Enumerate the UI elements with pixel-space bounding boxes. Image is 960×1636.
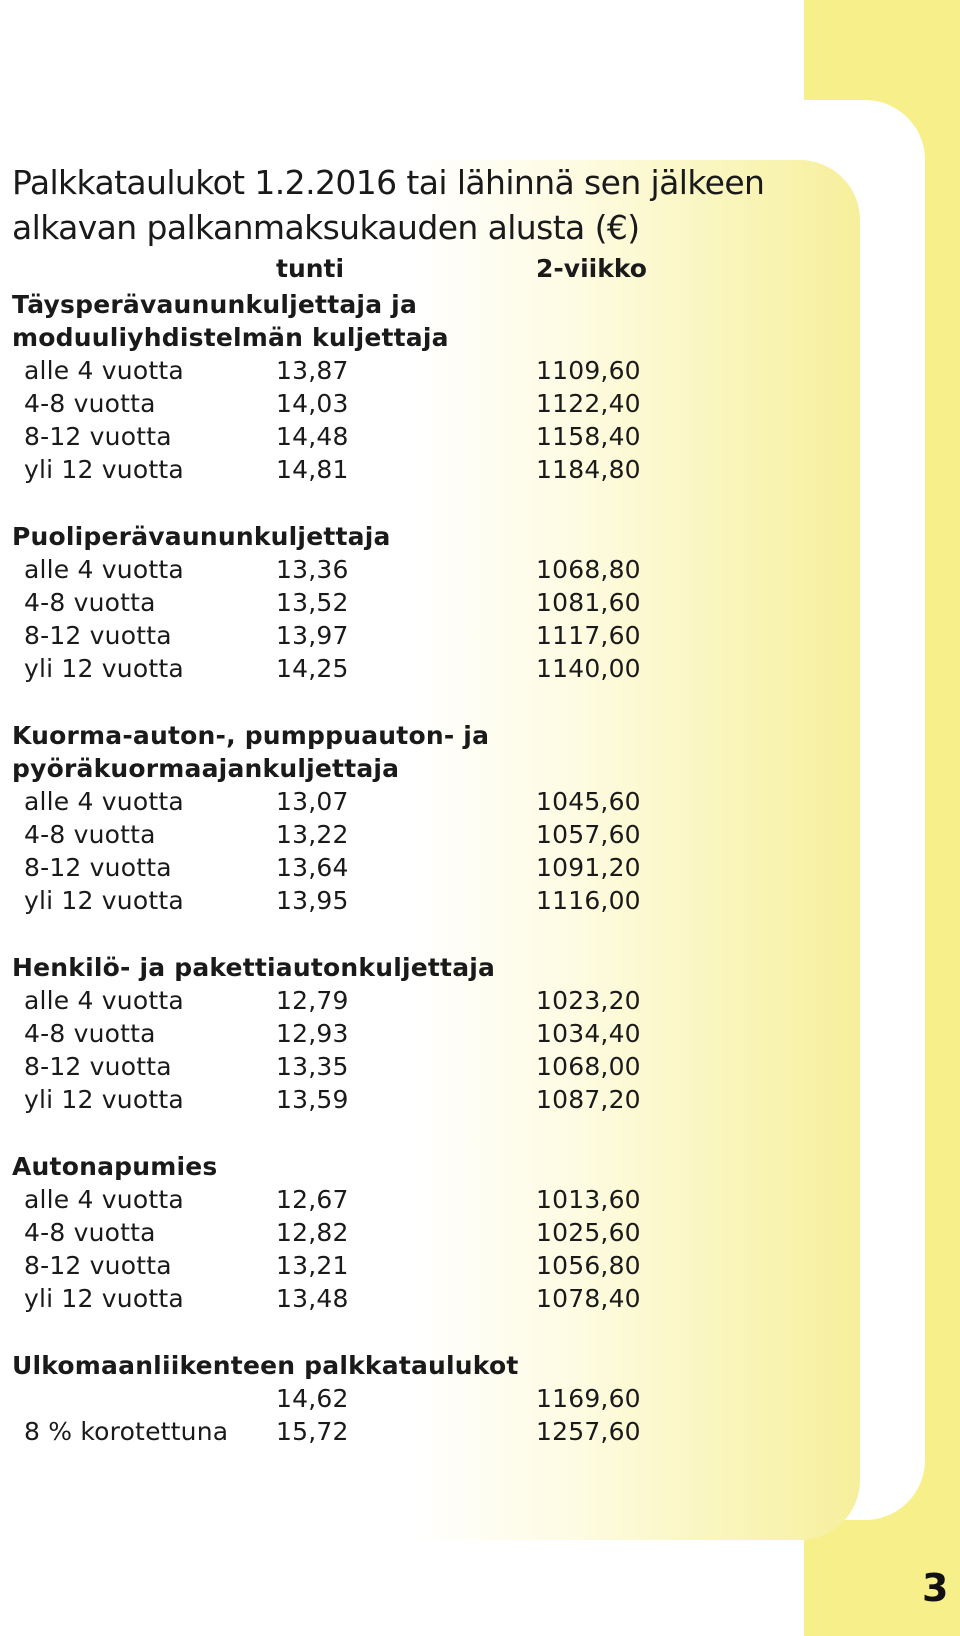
table-row [12,619,812,652]
row-label: 4-8 vuotta [24,588,156,617]
section-title [12,288,812,354]
section-title-line: Kuorma-auton-, pumppuauton- ja [12,721,490,750]
table-row [12,1050,812,1083]
row-hour-value: 12,82 [276,1218,349,1247]
row-hour-value: 14,62 [276,1384,349,1413]
page-title-line-2: alkavan palkanmaksukauden alusta (€) [12,208,640,247]
section-title-line: Puoliperävaununkuljettaja [12,522,391,551]
row-hour-value: 13,52 [276,588,349,617]
page-number: 3 [922,1566,949,1610]
salary-section [12,520,812,685]
section-title [12,1150,812,1183]
salary-section [12,1349,812,1448]
salary-section [12,1150,812,1315]
row-biweek-value: 1056,80 [536,1251,641,1280]
row-hour-value: 13,97 [276,621,349,650]
row-label: alle 4 vuotta [24,986,184,1015]
section-title-line: Autonapumies [12,1152,218,1181]
table-row [12,652,812,685]
page-title-line-1: Palkkataulukot 1.2.2016 tai lähinnä sen jälkeen [12,163,765,202]
section-title [12,1349,812,1382]
row-hour-value: 14,03 [276,389,349,418]
row-label: 8-12 vuotta [24,621,172,650]
table-row [12,785,812,818]
row-biweek-value: 1184,80 [536,455,641,484]
row-biweek-value: 1034,40 [536,1019,641,1048]
row-label: 4-8 vuotta [24,1218,156,1247]
row-biweek-value: 1068,80 [536,555,641,584]
row-biweek-value: 1117,60 [536,621,641,650]
row-hour-value: 13,59 [276,1085,349,1114]
row-hour-value: 15,72 [276,1417,349,1446]
row-label: yli 12 vuotta [24,455,184,484]
row-label: alle 4 vuotta [24,356,184,385]
table-row [12,387,812,420]
table-row [12,1216,812,1249]
row-label: alle 4 vuotta [24,555,184,584]
row-label: 4-8 vuotta [24,389,156,418]
row-biweek-value: 1169,60 [536,1384,641,1413]
row-label: alle 4 vuotta [24,787,184,816]
column-header-hour: tunti [276,254,345,283]
row-hour-value: 14,81 [276,455,349,484]
table-row [12,1282,812,1315]
row-label: alle 4 vuotta [24,1185,184,1214]
row-hour-value: 12,67 [276,1185,349,1214]
row-biweek-value: 1140,00 [536,654,641,683]
page-title [12,160,812,250]
row-biweek-value: 1087,20 [536,1085,641,1114]
row-biweek-value: 1078,40 [536,1284,641,1313]
row-biweek-value: 1068,00 [536,1052,641,1081]
row-hour-value: 13,95 [276,886,349,915]
salary-section [12,719,812,917]
section-title-line: Täysperävaununkuljettaja ja [12,290,418,319]
row-hour-value: 12,93 [276,1019,349,1048]
row-hour-value: 13,87 [276,356,349,385]
row-hour-value: 14,48 [276,422,349,451]
section-title [12,951,812,984]
table-row [12,851,812,884]
row-biweek-value: 1081,60 [536,588,641,617]
table-row [12,884,812,917]
row-hour-value: 13,36 [276,555,349,584]
row-biweek-value: 1109,60 [536,356,641,385]
row-label: 8-12 vuotta [24,853,172,882]
section-title-line: pyöräkuormaajankuljettaja [12,754,400,783]
section-title-line: Ulkomaanliikenteen palkkataulukot [12,1351,519,1380]
table-row [12,1083,812,1116]
row-hour-value: 13,48 [276,1284,349,1313]
row-label: 8-12 vuotta [24,1251,172,1280]
row-biweek-value: 1091,20 [536,853,641,882]
salary-section [12,951,812,1116]
row-biweek-value: 1025,60 [536,1218,641,1247]
row-hour-value: 14,25 [276,654,349,683]
row-label: yli 12 vuotta [24,1284,184,1313]
table-row [12,1249,812,1282]
table-row [12,553,812,586]
row-label: 8 % korotettuna [24,1417,229,1446]
section-title [12,520,812,553]
row-biweek-value: 1045,60 [536,787,641,816]
row-label: 8-12 vuotta [24,1052,172,1081]
row-hour-value: 13,07 [276,787,349,816]
row-hour-value: 12,79 [276,986,349,1015]
table-row [12,1415,812,1448]
column-header-biweek: 2-viikko [536,254,647,283]
row-biweek-value: 1013,60 [536,1185,641,1214]
row-hour-value: 13,35 [276,1052,349,1081]
table-row [12,1017,812,1050]
row-label: yli 12 vuotta [24,886,184,915]
table-row [12,354,812,387]
row-biweek-value: 1116,00 [536,886,641,915]
table-row [12,984,812,1017]
table-row [12,586,812,619]
row-biweek-value: 1023,20 [536,986,641,1015]
salary-section [12,288,812,486]
row-label: 8-12 vuotta [24,422,172,451]
row-label: yli 12 vuotta [24,1085,184,1114]
row-biweek-value: 1257,60 [536,1417,641,1446]
column-headers [12,250,812,288]
row-label: 4-8 vuotta [24,1019,156,1048]
row-biweek-value: 1057,60 [536,820,641,849]
salary-tables [12,160,812,1448]
row-label: yli 12 vuotta [24,654,184,683]
row-biweek-value: 1122,40 [536,389,641,418]
table-row [12,818,812,851]
row-biweek-value: 1158,40 [536,422,641,451]
row-hour-value: 13,21 [276,1251,349,1280]
table-row [12,453,812,486]
row-hour-value: 13,22 [276,820,349,849]
section-title-line: moduuliyhdistelmän kuljettaja [12,323,449,352]
table-row [12,1183,812,1216]
section-title-line: Henkilö- ja pakettiautonkuljettaja [12,953,496,982]
row-hour-value: 13,64 [276,853,349,882]
row-label: 4-8 vuotta [24,820,156,849]
table-row [12,1382,812,1415]
section-title [12,719,812,785]
table-row [12,420,812,453]
